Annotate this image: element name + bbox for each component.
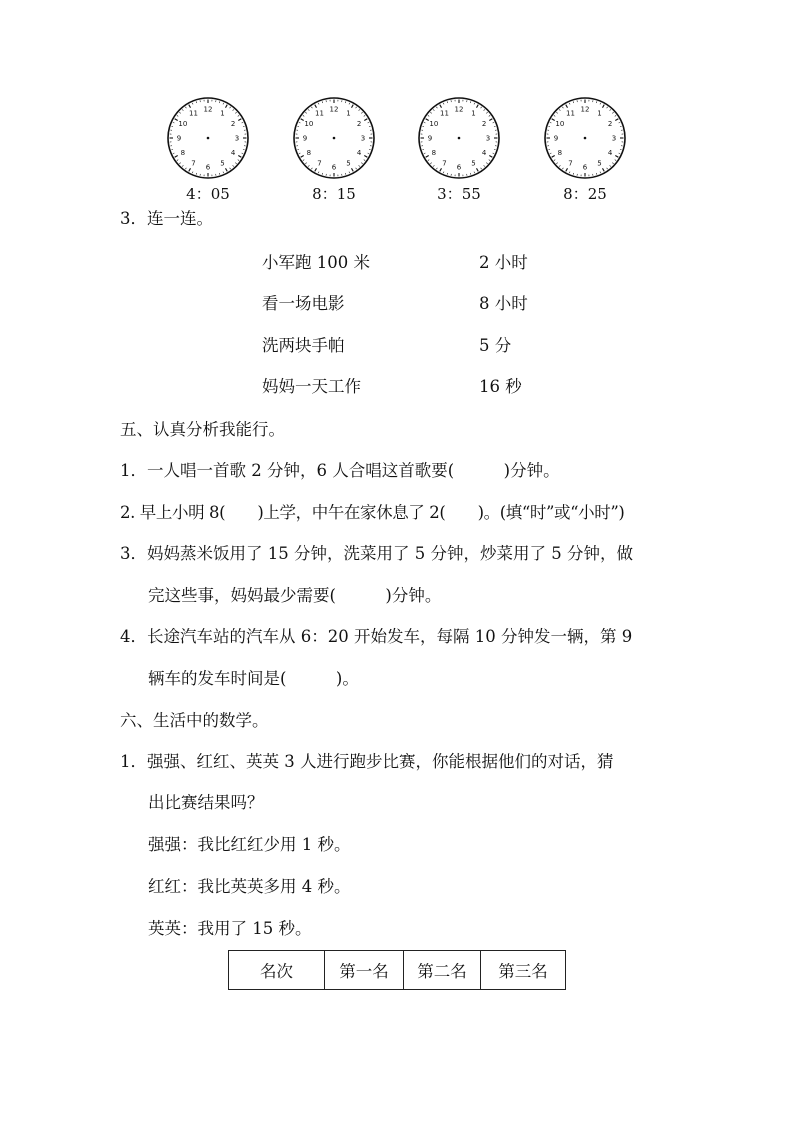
clock-minute-tick bbox=[179, 112, 180, 113]
clock-minute-tick bbox=[223, 172, 224, 174]
q3-title: 3．连一连。 bbox=[120, 209, 213, 228]
clock-number: 3 bbox=[611, 134, 617, 143]
clock-minute-tick bbox=[573, 101, 574, 103]
clock-minute-tick bbox=[297, 126, 299, 127]
clock-minute-tick bbox=[486, 112, 487, 113]
clock-minute-tick bbox=[368, 153, 370, 154]
clock-minute-tick bbox=[620, 126, 622, 127]
clock-minute-tick bbox=[569, 172, 570, 174]
clock-number: 4 bbox=[230, 149, 236, 157]
clock-minute-tick bbox=[297, 149, 299, 150]
clock-minute-tick bbox=[422, 126, 424, 127]
clock-minute-tick bbox=[428, 160, 429, 161]
clock-number: 4 bbox=[607, 149, 613, 157]
clock-number: 5 bbox=[346, 159, 351, 168]
clock-minute-tick bbox=[349, 103, 350, 105]
clock-number: 10 bbox=[429, 120, 439, 128]
clock-hour-tick bbox=[175, 119, 178, 121]
clock-minute-tick bbox=[610, 109, 611, 110]
clock-minute-tick bbox=[345, 173, 346, 175]
clock-minute-tick bbox=[230, 168, 231, 169]
clock-minute-tick bbox=[192, 103, 193, 105]
clock-minute-tick bbox=[484, 109, 485, 110]
clock-hour-tick bbox=[603, 168, 605, 171]
clock-hour-tick bbox=[238, 119, 241, 121]
clock-minute-tick bbox=[177, 160, 178, 161]
clock-number: 10 bbox=[178, 120, 188, 128]
clock-hour-tick bbox=[566, 168, 568, 171]
clock-number: 9 bbox=[553, 134, 559, 143]
clock-minute-tick bbox=[182, 109, 183, 110]
clock-number: 9 bbox=[302, 134, 308, 143]
clock-minute-tick bbox=[369, 126, 371, 127]
clock-hour-tick bbox=[426, 156, 429, 158]
clock-minute-tick bbox=[349, 172, 350, 174]
clock-minute-tick bbox=[573, 173, 574, 175]
clock-minute-tick bbox=[303, 115, 304, 116]
clock-number: 1 bbox=[597, 109, 602, 118]
clock-minute-tick bbox=[179, 163, 180, 164]
clock-face-1 bbox=[166, 96, 250, 180]
clock-minute-tick bbox=[305, 163, 306, 164]
clock-minute-tick bbox=[311, 107, 312, 108]
clock-hour-tick bbox=[440, 105, 442, 108]
clock-minute-tick bbox=[230, 107, 231, 108]
clock-minute-tick bbox=[443, 172, 444, 174]
clock-number: 9 bbox=[427, 134, 433, 143]
clock-number: 7 bbox=[317, 159, 322, 168]
dialog-line-yingying: 英英：我用了 15 秒。 bbox=[148, 919, 312, 938]
clock-minute-tick bbox=[481, 107, 482, 108]
clock-number: 3 bbox=[360, 134, 366, 143]
section5-item-3-line1: 3．妈妈蒸米饭用了 15 分钟，洗菜用了 5 分钟，炒菜用了 5 分钟，做 bbox=[120, 544, 633, 563]
clock-minute-tick bbox=[219, 173, 220, 175]
clock-minute-tick bbox=[486, 163, 487, 164]
clock-minute-tick bbox=[192, 172, 193, 174]
clock-number: 6 bbox=[331, 163, 337, 172]
clock-minute-tick bbox=[433, 165, 434, 166]
clock-minute-tick bbox=[612, 112, 613, 113]
clock-minute-tick bbox=[173, 122, 175, 123]
clock-minute-tick bbox=[600, 103, 601, 105]
clock-minute-tick bbox=[185, 168, 186, 169]
clock-minute-tick bbox=[243, 149, 245, 150]
clock-hour-tick bbox=[226, 168, 228, 171]
clock-minute-tick bbox=[559, 165, 560, 166]
clock-hour-tick bbox=[566, 105, 568, 108]
clock-hour-tick bbox=[477, 168, 479, 171]
section5-title: 五、认真分析我能行。 bbox=[120, 420, 285, 439]
match-right-1: 2 小时 bbox=[479, 253, 528, 272]
clock-minute-tick bbox=[243, 126, 245, 127]
clock-minute-tick bbox=[424, 153, 426, 154]
clock-minute-tick bbox=[368, 122, 370, 123]
clock-time-label-4: 8：25 bbox=[563, 185, 607, 203]
clock-number: 12 bbox=[329, 105, 339, 114]
dialog-line-honghong: 红红：我比英英多用 4 秒。 bbox=[148, 877, 351, 896]
clock-number: 12 bbox=[203, 105, 213, 114]
clock-number: 10 bbox=[555, 120, 565, 128]
clock-hour-tick bbox=[301, 156, 304, 158]
clock-number: 6 bbox=[456, 163, 462, 172]
clock-number: 1 bbox=[471, 109, 476, 118]
clock-number: 12 bbox=[580, 105, 590, 114]
clock-minute-tick bbox=[430, 163, 431, 164]
clock-hour-tick bbox=[615, 119, 618, 121]
clock-minute-tick bbox=[424, 122, 426, 123]
clock-minute-tick bbox=[474, 172, 475, 174]
clock-number: 1 bbox=[220, 109, 225, 118]
clock-hour-tick bbox=[603, 105, 605, 108]
clock-hour-tick bbox=[552, 156, 555, 158]
rank-cell-first: 第一名 bbox=[325, 951, 404, 990]
section5-item-2: 2. 早上小明 8( )上学，中午在家休息了 2( )。(填“时”或“小时”) bbox=[120, 503, 625, 522]
clock-minute-tick bbox=[569, 103, 570, 105]
clock-hour-tick bbox=[440, 168, 442, 171]
clock-number: 2 bbox=[230, 120, 236, 128]
clock-hour-tick bbox=[352, 168, 354, 171]
clock-number: 7 bbox=[442, 159, 447, 168]
match-left-4: 妈妈一天工作 bbox=[262, 377, 361, 396]
section5-item-1: 1．一人唱一首歌 2 分钟，6 人合唱这首歌要( )分钟。 bbox=[120, 461, 560, 480]
clock-hour-tick bbox=[226, 105, 228, 108]
clock-hour-tick bbox=[477, 105, 479, 108]
ranking-table bbox=[228, 950, 566, 990]
rank-header-label: 名次 bbox=[229, 951, 325, 990]
match-left-1: 小军跑 100 米 bbox=[262, 253, 370, 272]
clock-minute-tick bbox=[422, 149, 424, 150]
clock-minute-tick bbox=[361, 112, 362, 113]
section5-item-4-line2: 辆车的发车时间是( )。 bbox=[148, 669, 359, 688]
clock-minute-tick bbox=[470, 173, 471, 175]
clock-hour-tick bbox=[189, 168, 191, 171]
clock-hour-tick bbox=[189, 105, 191, 108]
clock-minute-tick bbox=[615, 115, 616, 116]
section6-title: 六、生活中的数学。 bbox=[120, 711, 269, 730]
clock-number: 3 bbox=[234, 134, 240, 143]
clock-minute-tick bbox=[619, 153, 621, 154]
clock-minute-tick bbox=[550, 122, 552, 123]
clock-hour-tick bbox=[489, 119, 492, 121]
clock-minute-tick bbox=[447, 101, 448, 103]
section6-q1-line2: 出比赛结果吗？ bbox=[148, 793, 264, 812]
clock-minute-tick bbox=[430, 112, 431, 113]
clock-number: 5 bbox=[471, 159, 476, 168]
clock-minute-tick bbox=[233, 109, 234, 110]
clock-minute-tick bbox=[219, 101, 220, 103]
clock-number: 6 bbox=[582, 163, 588, 172]
clock-minute-tick bbox=[619, 122, 621, 123]
clock-minute-tick bbox=[233, 165, 234, 166]
clock-minute-tick bbox=[548, 149, 550, 150]
clock-minute-tick bbox=[428, 115, 429, 116]
clock-minute-tick bbox=[235, 163, 236, 164]
clock-minute-tick bbox=[556, 163, 557, 164]
match-right-2: 8 小时 bbox=[479, 294, 528, 313]
rank-cell-second: 第二名 bbox=[404, 951, 481, 990]
clock-number: 12 bbox=[454, 105, 464, 114]
clock-number: 4 bbox=[481, 149, 487, 157]
clock-number: 10 bbox=[304, 120, 314, 128]
clock-number: 11 bbox=[440, 109, 449, 118]
clock-minute-tick bbox=[318, 103, 319, 105]
clock-minute-tick bbox=[489, 115, 490, 116]
clock-minute-tick bbox=[318, 172, 319, 174]
clock-minute-tick bbox=[489, 160, 490, 161]
clock-minute-tick bbox=[607, 168, 608, 169]
clock-number: 2 bbox=[481, 120, 487, 128]
clock-hour-tick bbox=[489, 156, 492, 158]
clock-face-4 bbox=[543, 96, 627, 180]
clock-minute-tick bbox=[610, 165, 611, 166]
clock-minute-tick bbox=[177, 115, 178, 116]
clock-minute-tick bbox=[299, 122, 301, 123]
clock-hour-tick bbox=[615, 156, 618, 158]
clock-minute-tick bbox=[612, 163, 613, 164]
clock-minute-tick bbox=[305, 112, 306, 113]
clock-minute-tick bbox=[196, 101, 197, 103]
clock-minute-tick bbox=[493, 122, 495, 123]
clock-minute-tick bbox=[182, 165, 183, 166]
clock-minute-tick bbox=[364, 160, 365, 161]
section5-item-4-line1: 4．长途汽车站的汽车从 6：20 开始发车，每隔 10 分钟发一辆，第 9 bbox=[120, 627, 633, 646]
clock-minute-tick bbox=[447, 173, 448, 175]
section6-q1-line1: 1．强强、红红、英英 3 人进行跑步比赛，你能根据他们的对话，猜 bbox=[120, 752, 614, 771]
clock-minute-tick bbox=[359, 165, 360, 166]
clock-center-dot bbox=[207, 137, 210, 140]
clock-minute-tick bbox=[474, 103, 475, 105]
clock-face-3 bbox=[417, 96, 501, 180]
clock-minute-tick bbox=[607, 107, 608, 108]
clock-minute-tick bbox=[238, 160, 239, 161]
clock-minute-tick bbox=[554, 160, 555, 161]
clock-minute-tick bbox=[484, 165, 485, 166]
clock-minute-tick bbox=[470, 101, 471, 103]
clock-number: 2 bbox=[607, 120, 613, 128]
clock-minute-tick bbox=[364, 115, 365, 116]
clock-minute-tick bbox=[235, 112, 236, 113]
clock-center-dot bbox=[584, 137, 587, 140]
clock-minute-tick bbox=[600, 172, 601, 174]
clock-minute-tick bbox=[494, 126, 496, 127]
clock-minute-tick bbox=[242, 122, 244, 123]
clock-hour-tick bbox=[426, 119, 429, 121]
clock-number: 8 bbox=[180, 149, 186, 157]
clock-number: 11 bbox=[566, 109, 575, 118]
clock-minute-tick bbox=[356, 107, 357, 108]
clock-hour-tick bbox=[238, 156, 241, 158]
clock-minute-tick bbox=[196, 173, 197, 175]
table-row bbox=[229, 951, 566, 990]
match-left-3: 洗两块手帕 bbox=[262, 336, 345, 355]
match-right-3: 5 分 bbox=[479, 336, 512, 355]
clock-minute-tick bbox=[493, 153, 495, 154]
clock-minute-tick bbox=[242, 153, 244, 154]
clock-minute-tick bbox=[433, 109, 434, 110]
clock-time-label-1: 4：05 bbox=[186, 185, 230, 203]
clock-minute-tick bbox=[369, 149, 371, 150]
clock-hour-tick bbox=[364, 119, 367, 121]
clock-hour-tick bbox=[315, 105, 317, 108]
clock-minute-tick bbox=[322, 101, 323, 103]
clock-minute-tick bbox=[345, 101, 346, 103]
clock-minute-tick bbox=[299, 153, 301, 154]
clock-minute-tick bbox=[443, 103, 444, 105]
clock-minute-tick bbox=[356, 168, 357, 169]
match-right-4: 16 秒 bbox=[479, 377, 522, 396]
clock-hour-tick bbox=[552, 119, 555, 121]
clock-hour-tick bbox=[352, 105, 354, 108]
clock-minute-tick bbox=[494, 149, 496, 150]
clock-number: 1 bbox=[346, 109, 351, 118]
clock-center-dot bbox=[333, 137, 336, 140]
clock-number: 9 bbox=[176, 134, 182, 143]
clock-minute-tick bbox=[171, 126, 173, 127]
clock-minute-tick bbox=[436, 107, 437, 108]
clock-minute-tick bbox=[556, 112, 557, 113]
clock-hour-tick bbox=[315, 168, 317, 171]
clock-minute-tick bbox=[322, 173, 323, 175]
clock-number: 11 bbox=[315, 109, 324, 118]
clock-minute-tick bbox=[171, 149, 173, 150]
clock-number: 7 bbox=[191, 159, 196, 168]
clock-minute-tick bbox=[554, 115, 555, 116]
clock-minute-tick bbox=[308, 109, 309, 110]
clock-hour-tick bbox=[301, 119, 304, 121]
clock-minute-tick bbox=[238, 115, 239, 116]
clock-minute-tick bbox=[596, 101, 597, 103]
clock-number: 8 bbox=[431, 149, 437, 157]
clock-minute-tick bbox=[596, 173, 597, 175]
clock-time-label-2: 8：15 bbox=[312, 185, 356, 203]
clock-number: 4 bbox=[356, 149, 362, 157]
clock-number: 2 bbox=[356, 120, 362, 128]
clock-number: 5 bbox=[597, 159, 602, 168]
clock-number: 8 bbox=[557, 149, 563, 157]
clock-minute-tick bbox=[303, 160, 304, 161]
clock-number: 11 bbox=[189, 109, 198, 118]
clock-number: 6 bbox=[205, 163, 211, 172]
clock-minute-tick bbox=[173, 153, 175, 154]
clock-minute-tick bbox=[359, 109, 360, 110]
clock-hour-tick bbox=[175, 156, 178, 158]
clock-number: 7 bbox=[568, 159, 573, 168]
clock-minute-tick bbox=[562, 107, 563, 108]
clock-minute-tick bbox=[615, 160, 616, 161]
clock-minute-tick bbox=[185, 107, 186, 108]
clock-time-label-3: 3：55 bbox=[437, 185, 481, 203]
clock-minute-tick bbox=[311, 168, 312, 169]
clock-minute-tick bbox=[550, 153, 552, 154]
clock-minute-tick bbox=[308, 165, 309, 166]
clock-hour-tick bbox=[364, 156, 367, 158]
rank-cell-third: 第三名 bbox=[481, 951, 566, 990]
clock-minute-tick bbox=[361, 163, 362, 164]
clock-minute-tick bbox=[559, 109, 560, 110]
clock-number: 5 bbox=[220, 159, 225, 168]
clock-minute-tick bbox=[436, 168, 437, 169]
clock-minute-tick bbox=[620, 149, 622, 150]
clock-center-dot bbox=[458, 137, 461, 140]
clock-minute-tick bbox=[548, 126, 550, 127]
clock-number: 3 bbox=[485, 134, 491, 143]
dialog-line-qiangqiang: 强强：我比红红少用 1 秒。 bbox=[148, 835, 351, 854]
clock-minute-tick bbox=[562, 168, 563, 169]
clock-minute-tick bbox=[223, 103, 224, 105]
clock-number: 8 bbox=[306, 149, 312, 157]
section5-item-3-line2: 完这些事，妈妈最少需要( )分钟。 bbox=[148, 586, 442, 605]
clock-minute-tick bbox=[481, 168, 482, 169]
clock-face-2 bbox=[292, 96, 376, 180]
match-left-2: 看一场电影 bbox=[262, 294, 345, 313]
